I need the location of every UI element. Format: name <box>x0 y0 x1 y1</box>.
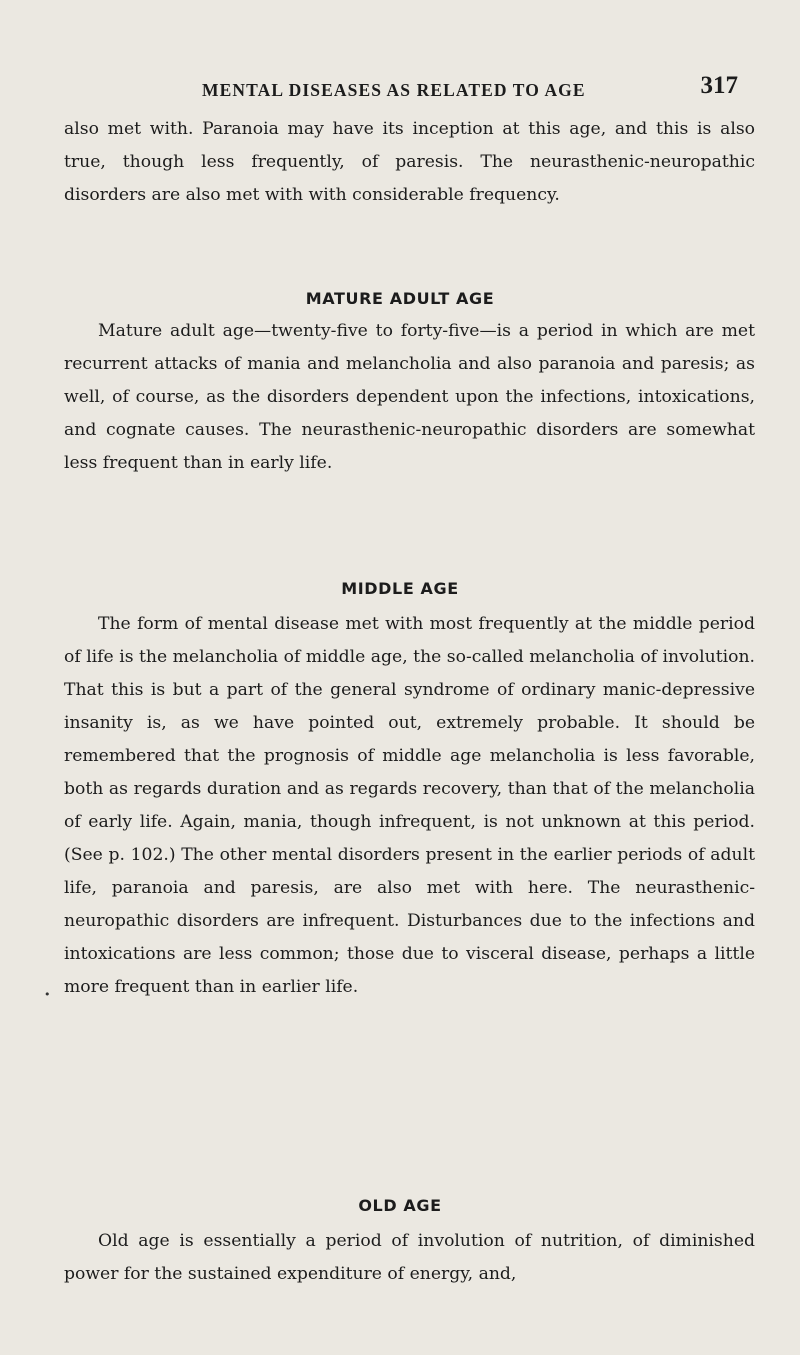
paragraph-middle-age: The form of mental disease met with most frequently at the middle period of life is the melancholia of middle age, the so-called melancholia of involution. That this is but a part of the general syndrome of ordinary manic-depressive insanity is, as we have pointed out, extremely probable. It should be remembered that the prognosis of middle age melancholia is less favorable, both as regards duration and as regards recovery, than that of the melancholia of early life. Again, mania, though infrequent, is not unknown at this period. (See p. 102.) The other mental disorders present in the earlier periods of adult life, paranoia and paresis, are also met with here. The neurasthenic-neuropathic disorders are infrequent. Disturbances due to the infections and intoxications are less common; those due to visceral disease, perhaps a little more frequent than in earlier life. <box>64 614 755 997</box>
heading-old-age: OLD AGE <box>358 1196 442 1215</box>
heading-middle-age: MIDDLE AGE <box>341 579 459 598</box>
heading-mature-adult-age: MATURE ADULT AGE <box>305 289 495 308</box>
paragraph-mature-adult-age: Mature adult age—twenty-five to forty-five—is a period in which are met recurrent attacks of mania and melancholia and also paranoia and paresis; as well, of course, as the disorders dependent upon the infections, intoxications, and cognate causes. The neurasthenic-neuropathic disorders are somewhat less frequent than in early life. <box>64 321 755 473</box>
running-head-title: MENTAL DISEASES AS RELATED TO AGE <box>202 80 586 100</box>
page-number: 317 <box>700 72 738 99</box>
paragraph-old-age: Old age is essentially a period of involution of nutrition, of diminished power for the sustained expenditure of energy, and, <box>64 1231 755 1284</box>
paragraph-continuation: also met with. Paranoia may have its inception at this age, and this is also true, though less frequently, of paresis. The neurasthenic-neuropathic disorders are also met with with considerable frequency. <box>64 119 755 205</box>
margin-mark: • <box>44 988 51 1001</box>
running-head <box>0 70 800 110</box>
